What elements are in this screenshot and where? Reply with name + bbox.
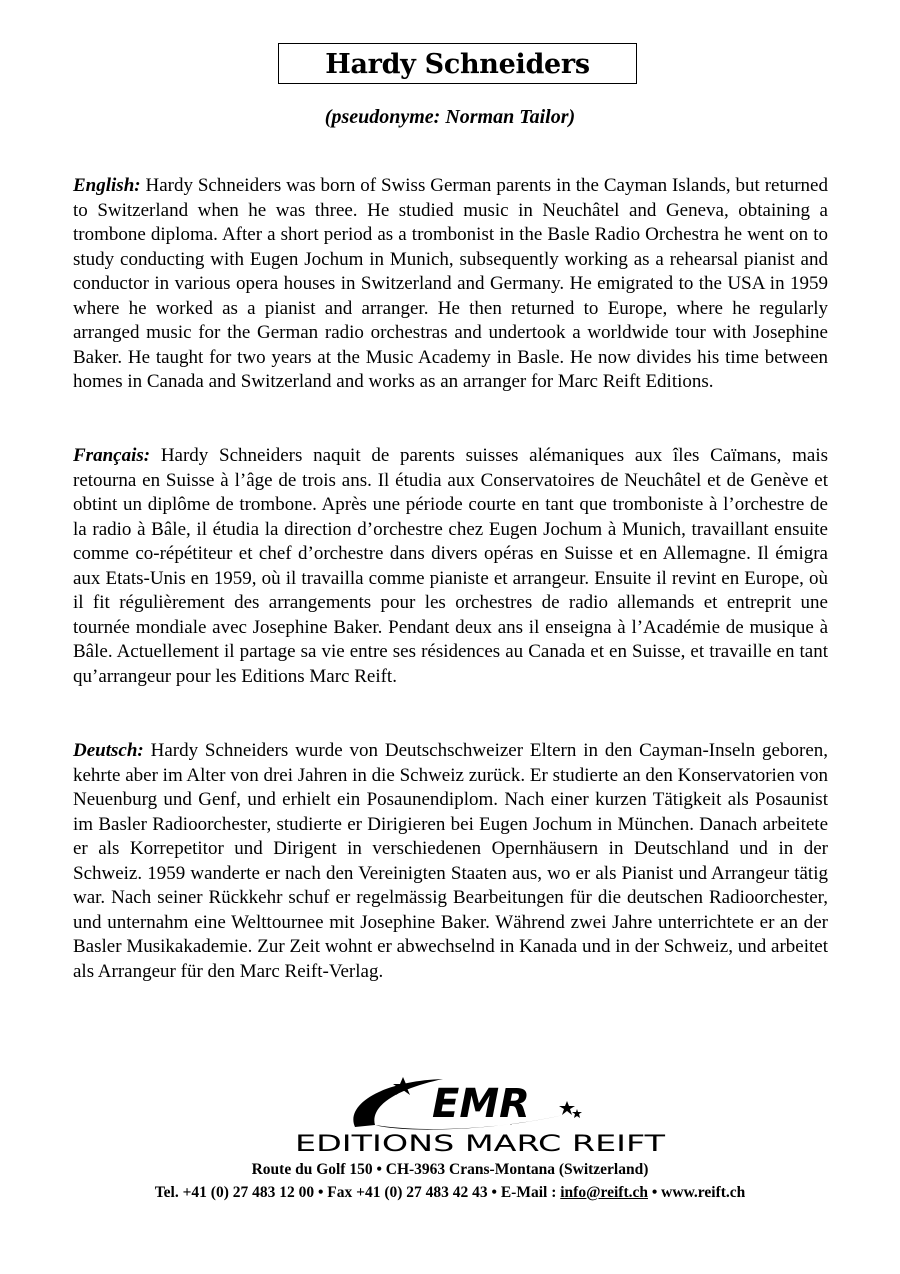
logo-emr-text: EMR — [432, 1081, 530, 1127]
star-icon — [559, 1101, 575, 1115]
french-text: Hardy Schneiders naquit de parents suisses alémaniques aux îles Caïmans, mais retourna en Suisse à l’âge de trois ans. Il étudia aux Conservatoires de Neuchâtel et de Genève et obtint un diplôme de trombone. Après une période courte en tant que tromboniste à l’orchestre de la radio à Bâle, il étudia la direction d’orchestre chez Eugen Jochum à Munich, travaillant ensuite comme co-répétiteur et chef d’orchestre dans divers opéras en Suisse et en Allemagne. Il émigra aux Etats-Unis en 1959, où il travailla comme pianiste et arrangeur. Ensuite il revint en Europe, où il fit régulièrement des arrangements pour les orchestres de radio allemands et entreprit une tournée mondiale avec Josephine Baker. Pendant deux ans il enseigna à l’Académie de musique à Bâle. Actuellement il partage sa vie entre ses résidences au Canada et en Suisse, et travaille en tant qu’arrangeur pour les Editions Marc Reift. — [73, 445, 828, 687]
english-paragraph — [73, 174, 828, 395]
page-title: Hardy Schneiders — [325, 49, 590, 80]
german-label: Deutsch: — [73, 740, 144, 761]
german-paragraph — [73, 739, 828, 984]
star-icon — [572, 1109, 582, 1118]
emr-logo — [293, 1071, 667, 1157]
pseudonym-subtitle: (pseudonyme: Norman Tailor) — [324, 106, 576, 128]
french-paragraph — [73, 444, 828, 689]
logo-publisher-name: EDITIONS MARC REIFT — [295, 1132, 666, 1157]
french-label: Français: — [73, 445, 151, 466]
german-text: Hardy Schneiders wurde von Deutschschweizer Eltern in den Cayman-Inseln geboren, kehrte aber im Alter von drei Jahren in die Schweiz zurück. Er studierte an den Konservatorien von Neuenburg und Genf, und erhielt ein Posaunendiplom. Nach einer kurzen Tätigkeit als Posaunist im Basler Radioorchester, studierte er Dirigieren bei Eugen Jochum in München. Danach arbeitete er als Korrepetitor und Dirigent in verschiedenen Opernhäusern in Deutschland und in der Schweiz. 1959 wanderte er nach den Vereinigten Staaten aus, wo er als Pianist und Arrangeur tätig war. Nach seiner Rückkehr schuf er regelmässig Bearbeitungen für die deutschen Radioorchester, und unternahm eine Welttournee mit Josephine Baker. Während zwei Jahre unterrichtete er an der Basler Musikakademie. Zur Zeit wohnt er abwechselnd in Kanada und in der Schweiz, und arbeitet als Arrangeur für den Marc Reift-Verlag. — [73, 740, 829, 982]
english-text: Hardy Schneiders was born of Swiss German parents in the Cayman Islands, but returned to Switzerland when he was three. He studied music in Neuchâtel and Geneva, obtaining a trombone diploma. After a short period as a trombonist in the Basle Radio Orchestra he went on to study conducting with Eugen Jochum in Munich, subsequently working as a rehearsal pianist and conductor in various opera houses in Switzerland and Germany. He emigrated to the USA in 1959 where he worked as a pianist and arranger. He then returned to Europe, where he regularly arranged music for the German radio orchestras and undertook a worldwide tour with Josephine Baker. He taught for two years at the Music Academy in Basle. He now divides his time between homes in Canada and Switzerland and works as an arranger for Marc Reift Editions. — [73, 175, 828, 392]
title-box — [278, 43, 637, 84]
contact-phone-fax: Tel. +41 (0) 27 483 12 00 • Fax +41 (0) 27 483 42 43 • E-Mail : — [154, 1184, 561, 1201]
contact-website: • www.reift.ch — [648, 1184, 746, 1201]
publisher-contact — [0, 1182, 900, 1203]
english-label: English: — [73, 175, 141, 196]
email-link[interactable]: info@reift.ch — [560, 1184, 648, 1201]
publisher-address: Route du Golf 150 • CH-3963 Crans-Montana (Switzerland) — [251, 1161, 649, 1178]
